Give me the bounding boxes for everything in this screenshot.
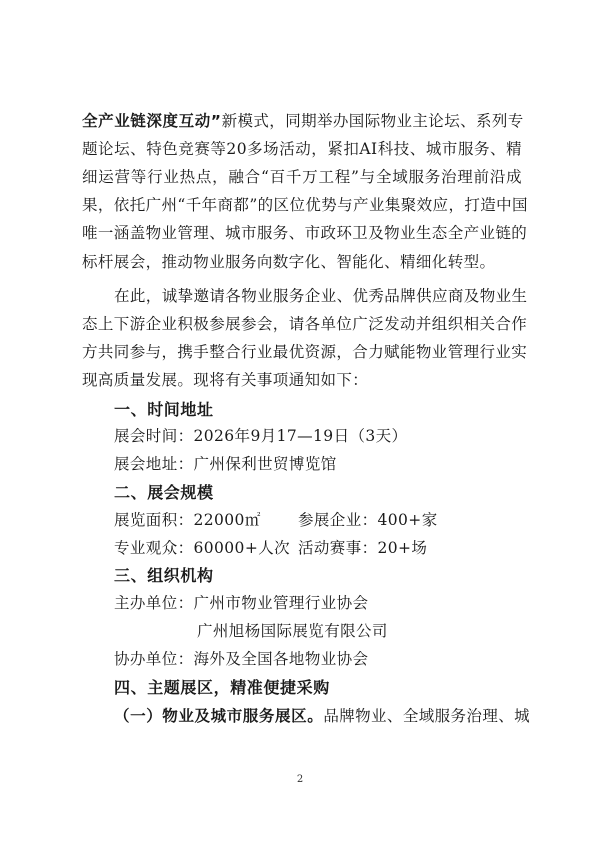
para2-line3: 方共同参与，携手整合行业最优资源，合力赋能物业管理行业实 [82, 343, 528, 361]
co-organizer-label: 协办单位： [114, 650, 194, 668]
page-number: 2 [296, 774, 304, 785]
expo-time-label: 展会时间： [114, 427, 194, 445]
expo-address-label: 展会地址： [114, 455, 194, 473]
area-label: 展览面积： [114, 511, 194, 529]
para1-line5: 唯一涵盖物业管理、城市服务、市政环卫及物业生态全产业链的 [82, 224, 528, 242]
para1-line1-rest: 新模式，同期举办国际物业主论坛、系列专 [221, 112, 524, 130]
expo-time-value: 2026年9月17—19日（3天） [193, 427, 408, 445]
exhibitors-value: 400+家 [377, 511, 438, 529]
para2-line1: 在此，诚挚邀请各物业服务企业、优秀品牌供应商及物业生 [114, 287, 528, 305]
para1-line1 [82, 110, 522, 132]
events-row [298, 537, 522, 559]
expo-address-value: 广州保利世贸博览馆 [193, 455, 337, 473]
visitors-value: 60000+人次 [193, 539, 291, 557]
para1-line6: 标杆展会，推动物业服务向数字化、智能化、精细化转型。 [82, 253, 496, 271]
events-value: 20+场 [377, 539, 428, 557]
co-organizer-value: 海外及全国各地物业协会 [193, 650, 369, 668]
exhibitors-row [298, 509, 522, 531]
section-title-organizers: 三、组织机构 [114, 566, 214, 585]
host-value-1: 广州市物业管理行业协会 [193, 594, 369, 612]
sub-zone-1 [114, 705, 531, 727]
events-label: 活动赛事： [298, 539, 378, 557]
expo-address-row [114, 453, 554, 475]
section-title-theme-zones: 四、主题展区，精准便捷采购 [114, 678, 330, 697]
para1-line2: 题论坛、特色竞赛等20多场活动，紧扣AI科技、城市服务、精 [82, 140, 522, 158]
host-row [114, 592, 554, 614]
para1-line3: 细运营等行业热点，融合“百千万工程”与全域服务治理前沿成 [82, 168, 522, 186]
sub-zone-1-title: （一）物业及城市服务展区。 [114, 707, 324, 725]
visitors-label: 专业观众： [114, 539, 194, 557]
para2-line4: 现高质量发展。现将有关事项通知如下： [82, 371, 369, 389]
host-value-2: 广州旭杨国际展览有限公司 [197, 622, 388, 640]
exhibitors-label: 参展企业： [298, 511, 378, 529]
area-value: 22000㎡ [193, 511, 261, 529]
host-label: 主办单位： [114, 594, 194, 612]
sub-zone-1-text: 品牌物业、全域服务治理、城 [323, 707, 531, 725]
para1-line4: 果，依托广州“千年商都”的区位优势与产业集聚效应，打造中国 [82, 196, 528, 214]
co-organizer-row [114, 648, 554, 670]
para1-bold-phrase: 全产业链深度互动” [82, 112, 222, 130]
section-title-scale: 二、展会规模 [114, 483, 214, 502]
expo-time-row [114, 425, 554, 447]
section-title-time-address: 一、时间地址 [114, 400, 214, 419]
para2-line2: 态上下游企业积极参展参会，请各单位广泛发动并组织相关合作 [82, 315, 528, 333]
